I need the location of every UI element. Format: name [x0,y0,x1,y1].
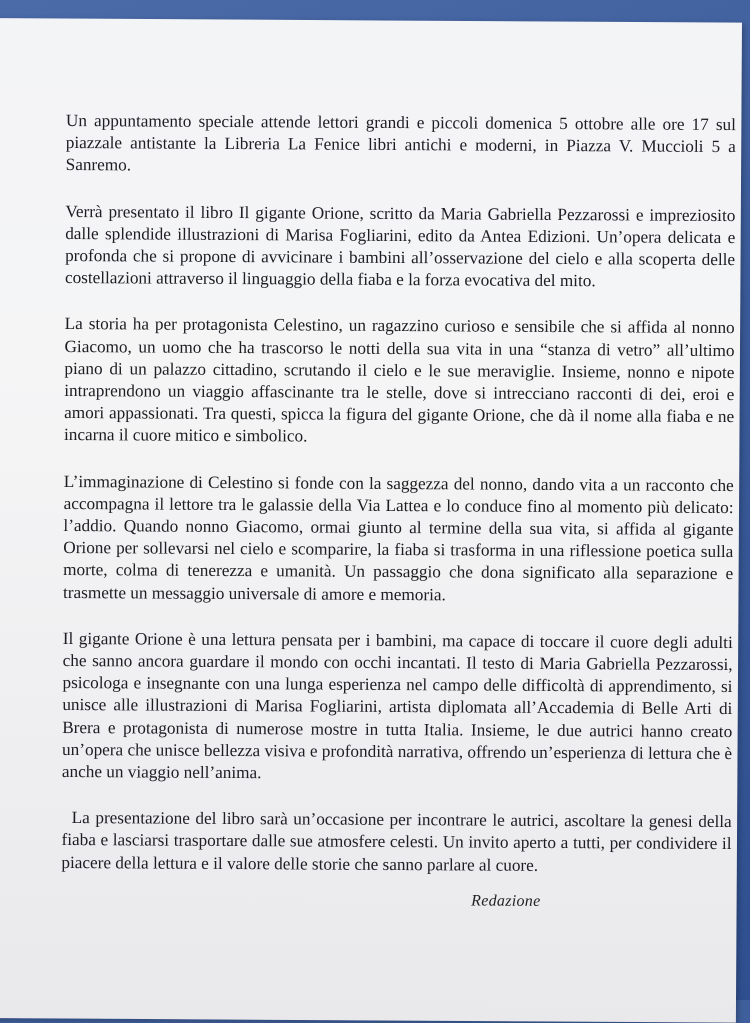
paragraph-authors: Il gigante Orione è una lettura pensata per i bambini, ma capace di toccare il cuore degli adulti che sanno ancora guardare il mondo con occhi incantati. Il testo di Maria Gabriella Pezzarossi, psicologa e insegnante con una lunga esperienza nel campo delle difficoltà di apprendimento, si unisce alle illustrazioni di Marisa Fogliarini, artista diplomata all’Accademia di Belle Arti di Brera e protagonista di numerose mostre in tutta Italia. Insieme, le due autrici hanno creato un’opera che unisce bellezza visiva e profondità narrativa, offrendo un’esperienza di lettura che è anche un viaggio nell’anima. [61,628,733,783]
paragraph-imagination: L’immaginazione di Celestino si fonde con la saggezza del nonno, dando vita a un racconto che accompagna il lettore tra le galassie della Via Lattea e lo conduce fino al momento più delicato: l’addio. Quando nonno Giacomo, ormai giunto al termine della sua vita, si affida al gigante Orione per sollevarsi nel cielo e scomparire, la fiaba si trasforma in una riflessione poetica sulla morte, colma di tenerezza e umanità. Un passaggio che dona significato alla separazione e trasmette un messaggio universale di amore e memoria. [62,471,734,604]
paragraph-invitation: La presentazione del libro sarà un’occasione per incontrare le autrici, ascoltare la genesi della fiaba e lasciarsi trasportare dalle sue atmosfere celesti. Un invito aperto a tutti, per condividere il piacere della lettura e il valore delle storie che sanno parlare al cuore. [61,808,732,875]
paragraph-story: La storia ha per protagonista Celestino, un ragazzino curioso e sensibile che si affida al nonno Giacomo, un uomo che ha trascorso le notti della sua vita in una “stanza di vetro” all’ultimo piano di un palazzo cittadino, scrutando il cielo e le sue meraviglie. Insieme, nonno e nipote intraprendono un viaggio affascinante tra le stelle, dove si intrecciano racconti di dei, eroi e amori appassionati. Tra questi, spicca la figura del gigante Orione, che dà il nome alla fiaba e ne incarna il cuore mitico e simbolico. [63,314,735,446]
paragraph-event: Un appuntamento speciale attende lettori grandi e piccoli domenica 5 ottobre alle ore 17 sul piazzale antistante la Libreria La Fenice libri antichi e moderni, in Piazza V. Muccioli 5 a Sanremo. [65,110,736,175]
signature: Redazione [471,892,541,910]
document-body [61,110,736,910]
paragraph-book-presentation: Verrà presentato il libro Il gigante Orione, scritto da Maria Gabriella Pezzarossi e impreziosito dalle splendide illustrazioni di Marisa Fogliarini, edito da Antea Edizioni. Un’opera delicata e profonda che si propone di avvicinare i bambini all’osservazione del cielo e alla scoperta delle costellazioni attraverso il linguaggio della fiaba e la forza evocativa del mito. [64,201,736,291]
